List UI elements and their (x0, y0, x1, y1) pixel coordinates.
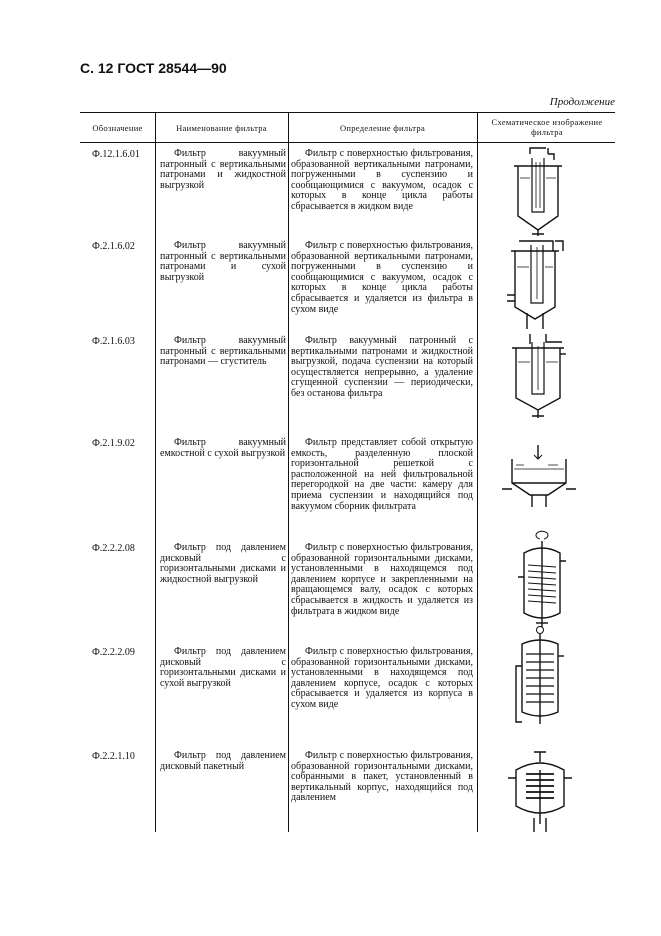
row-definition: Фильтр с поверхностью фильтрования, образованной вертикальными патронами, погруженными в суспензию и сообщающимися с вакуумом, осадок с которых в конце цикла работы сбрасывается в жидком виде (291, 148, 473, 212)
row-code: Ф.2.2.1.10 (92, 751, 135, 762)
page-header: С. 12 ГОСТ 28544—90 (80, 60, 227, 76)
row-name: Фильтр вакуумный патронный с вертикальными патронами — сгуститель (160, 335, 286, 368)
row-name: Фильтр под давлением дисковый с горизонтальными дисками и сухой выгрузкой (160, 646, 286, 689)
row-name: Фильтр под давлением дисковый с горизонтальными дисками и жидкостной выгрузкой (160, 542, 286, 585)
schematic-horizontal-disc-filter-liquid (518, 537, 566, 633)
row-name: Фильтр вакуумный емкостной с сухой выгрузкой (160, 437, 286, 459)
row-code: Ф.2.2.2.09 (92, 647, 135, 658)
schematic-horizontal-disc-filter-dry (512, 626, 568, 730)
column-header-schematic: Схематическое изображение фильтра (491, 117, 603, 137)
column-divider (477, 112, 478, 832)
continuation-label: Продолжение (549, 96, 615, 108)
row-code: Ф.2.1.6.02 (92, 241, 135, 252)
row-code: Ф.2.2.2.08 (92, 543, 135, 554)
row-definition: Фильтр с поверхностью фильтрования, образованной горизонтальными дисками, установленными в находящемся под давлением корпусе и закрепленными на вращающемся валу, осадок с которых сбрасывается в жидкость и удаляется из фильтрата в жидком виде (291, 542, 473, 617)
table-top-rule (80, 112, 615, 113)
schematic-cartridge-filter-dry-discharge (505, 237, 573, 329)
column-header-name: Наименование фильтра (176, 123, 267, 133)
row-code: Ф.2.1.6.03 (92, 336, 135, 347)
row-code: Ф.2.1.9.02 (92, 438, 135, 449)
column-divider (155, 112, 156, 832)
schematic-open-vessel-filter (500, 445, 580, 507)
column-header-code: Обозначение (92, 123, 143, 133)
schematic-packet-disc-filter (504, 748, 576, 832)
row-definition: Фильтр с поверхностью фильтрования, образованной горизонтальными дисками, собранными в пакет, установленный в вертикальный корпус, находящийся под давлением (291, 750, 473, 804)
column-divider (288, 112, 289, 832)
schematic-cartridge-filter-liquid-discharge (508, 148, 568, 236)
row-definition: Фильтр с поверхностью фильтрования, образованной горизонтальными дисками, установленными в находящемся под давлением корпусе, осадок с которых сбрасывается и удаляется из корпуса в сухом виде (291, 646, 473, 710)
row-definition: Фильтр представляет собой открытую емкость, разделенную плоской горизонтальной решеткой с расположенной на ней фильтровальной перегородкой на две части: камеру для приема суспензии и находящийся под вакуумом сборник фильтрата (291, 437, 473, 512)
schematic-cartridge-thickener (506, 332, 570, 418)
row-name: Фильтр под давлением дисковый пакетный (160, 750, 286, 772)
table-header-rule (80, 142, 615, 143)
row-name: Фильтр вакуумный патронный с вертикальными патронами и жидкостной выгрузкой (160, 148, 286, 191)
row-definition: Фильтр с поверхностью фильтрования, образованной вертикальными патронами, погруженными в суспензию и сообщающимися с вакуумом, осадок с которых в конце цикла работы сбрасывается и удаляется из фильтра в сухом виде (291, 240, 473, 315)
row-definition: Фильтр вакуумный патронный с вертикальными патронами и жидкостной выгрузкой, подача суспензии на который осуществляется непрерывно, а удаление сгущенной суспензии — периодически, без останова фильтра (291, 335, 473, 399)
column-header-definition: Определение фильтра (339, 123, 426, 133)
row-code: Ф.12.1.6.01 (92, 149, 140, 160)
row-name: Фильтр вакуумный патронный с вертикальными патронами и сухой выгрузкой (160, 240, 286, 283)
